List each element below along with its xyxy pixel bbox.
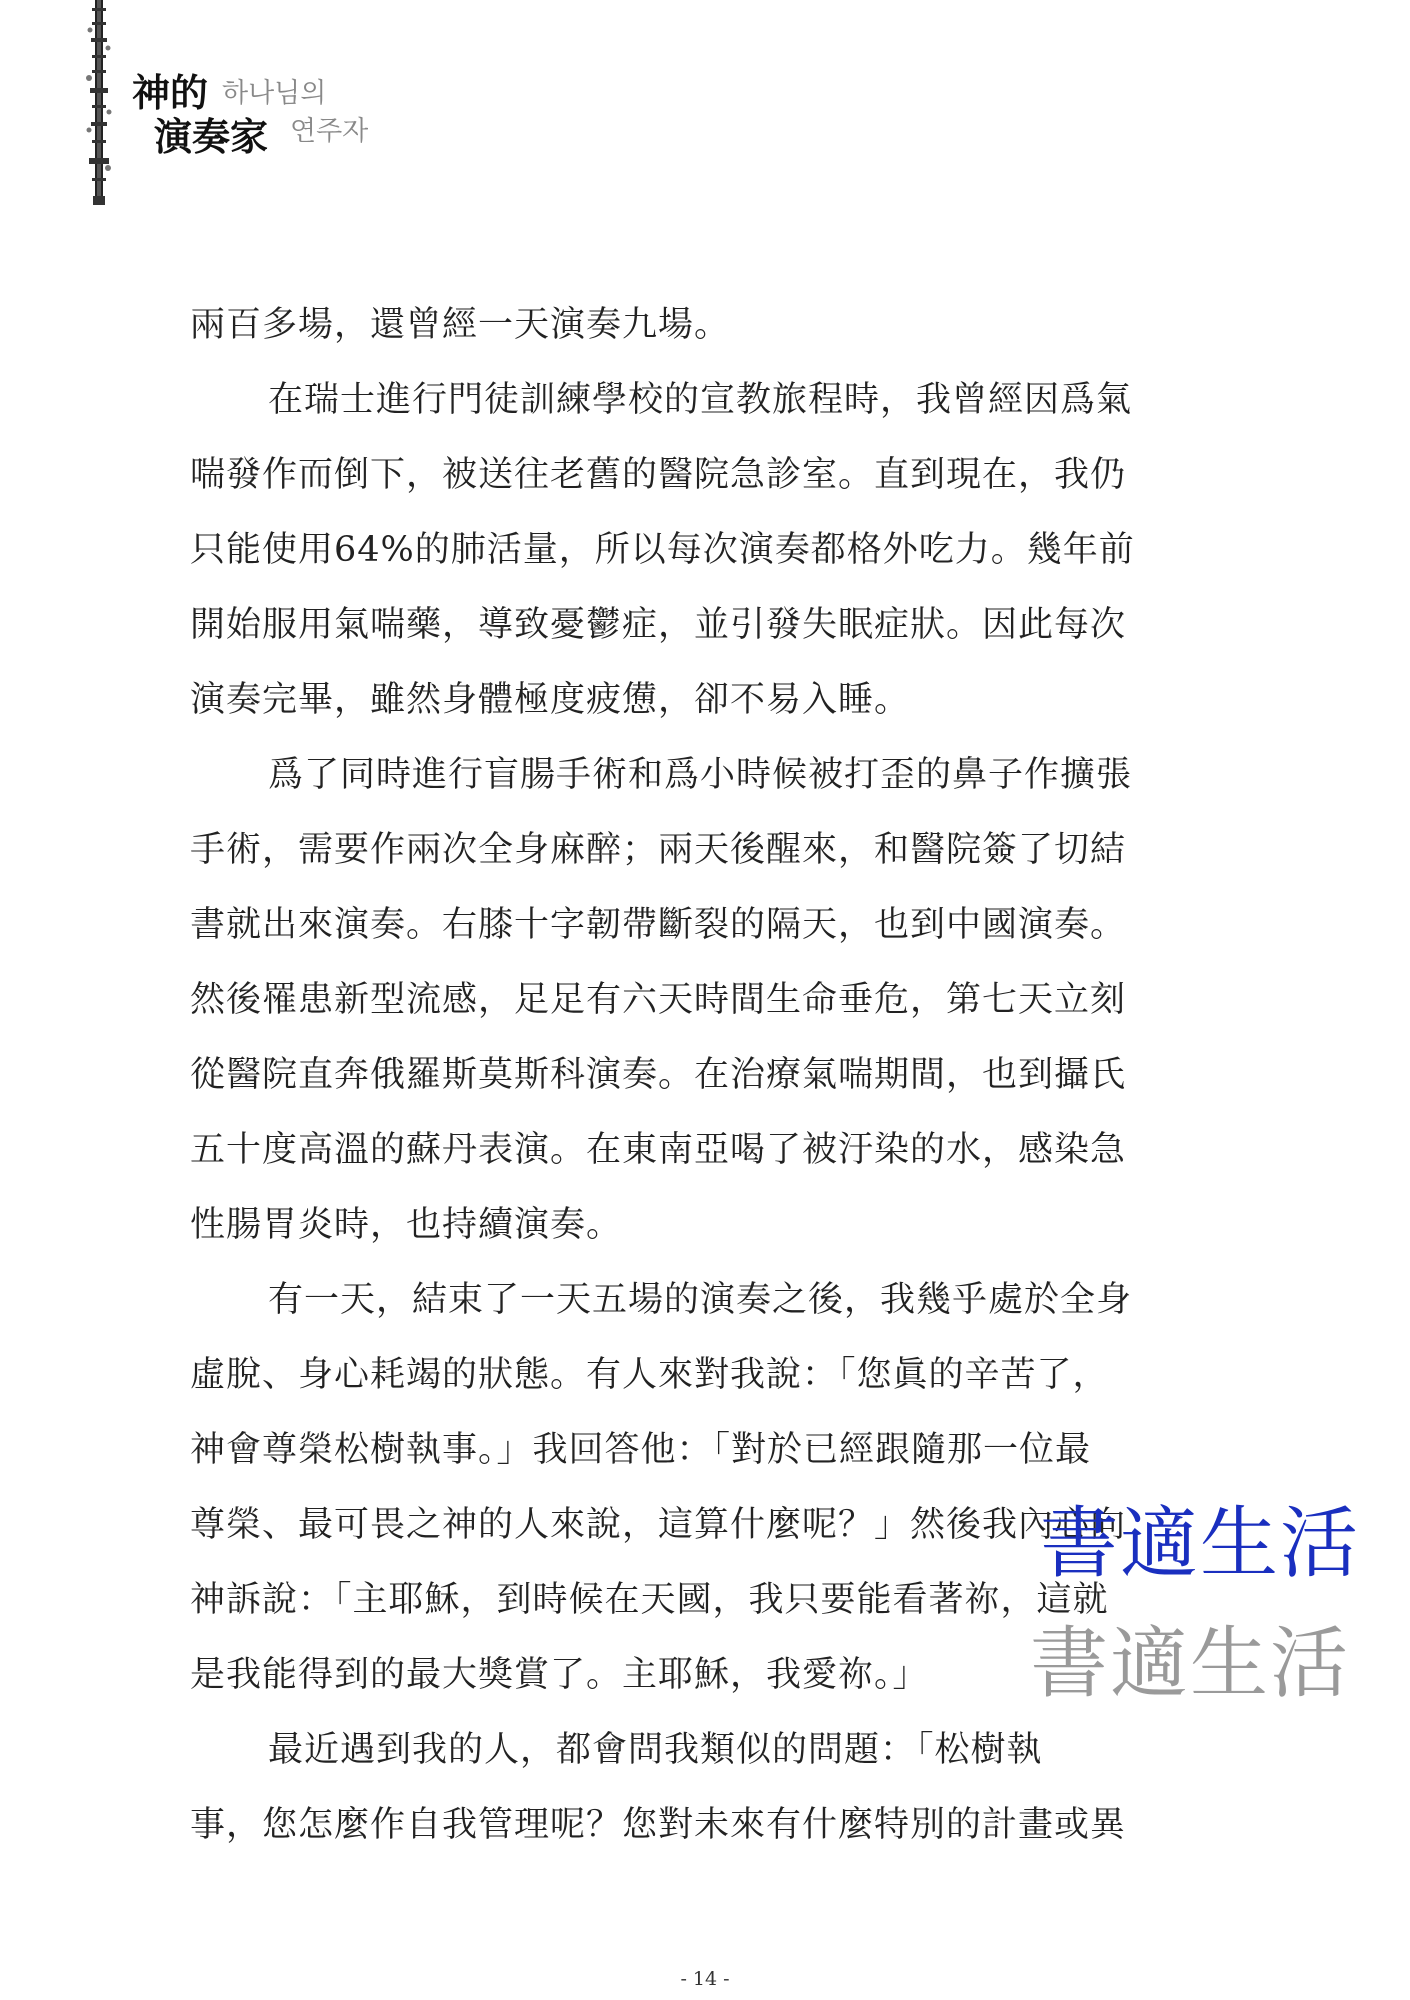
book-title-korean-line1: 하나님의 <box>222 78 327 109</box>
text-line: 神會尊榮松樹執事。」我回答他：「對於已經跟隨那一位最 <box>190 1430 1092 1470</box>
text-line: 性腸胃炎時，也持續演奏。 <box>190 1205 623 1245</box>
book-title-korean-line2: 연주자 <box>290 116 369 147</box>
text-line: 演奏完畢，雖然身體極度疲憊，卻不易入睡。 <box>190 680 911 720</box>
text-line: 神訴說：「主耶穌，到時候在天國，我只要能看著祢，這就 <box>190 1580 1109 1620</box>
text-line: 只能使用64%的肺活量，所以每次演奏都格外吃力。幾年前 <box>190 530 1135 570</box>
watermark-blue: 書適生活 <box>1040 1499 1361 1589</box>
text-line: 在瑞士進行門徒訓練學校的宣教旅程時，我曾經因爲氣 <box>268 380 1133 420</box>
text-line: 有一天，結束了一天五場的演奏之後，我幾乎處於全身 <box>268 1280 1133 1320</box>
text-line: 事，您怎麼作自我管理呢？您對未來有什麼特別的計畫或異 <box>190 1805 1127 1845</box>
text-line: 喘發作而倒下，被送往老舊的醫院急診室。直到現在，我仍 <box>190 455 1127 495</box>
text-line: 然後罹患新型流感，足足有六天時間生命垂危，第七天立刻 <box>190 980 1127 1020</box>
text-line: 最近遇到我的人，都會問我類似的問題：「松樹執 <box>268 1730 1043 1770</box>
text-line: 從醫院直奔俄羅斯莫斯科演奏。在治療氣喘期間，也到攝氏 <box>190 1055 1127 1095</box>
text-line: 手術，需要作兩次全身麻醉；兩天後醒來，和醫院簽了切結 <box>190 830 1127 870</box>
text-line: 爲了同時進行盲腸手術和爲小時候被打歪的鼻子作擴張 <box>268 755 1133 795</box>
text-line: 虛脫、身心耗竭的狀態。有人來對我說：「您眞的辛苦了， <box>190 1355 1109 1395</box>
flute-icon <box>84 0 114 210</box>
page-number: - 14 - <box>680 1968 730 1990</box>
book-title-line1: 神的 <box>132 70 209 115</box>
text-line: 是我能得到的最大獎賞了。主耶穌，我愛祢。」 <box>190 1655 929 1695</box>
text-line: 兩百多場，還曾經一天演奏九場。 <box>190 305 731 345</box>
watermark-gray: 書適生活 <box>1030 1619 1351 1709</box>
book-title-line2: 演奏家 <box>154 114 269 159</box>
text-line: 書就出來演奏。右膝十字韌帶斷裂的隔天，也到中國演奏。 <box>190 905 1127 945</box>
text-line: 五十度高溫的蘇丹表演。在東南亞喝了被汙染的水，感染急 <box>190 1130 1127 1170</box>
text-line: 尊榮、最可畏之神的人來說，這算什麼呢？」然後我內心向 <box>190 1505 1127 1545</box>
text-line: 開始服用氣喘藥，導致憂鬱症，並引發失眠症狀。因此每次 <box>190 605 1127 645</box>
